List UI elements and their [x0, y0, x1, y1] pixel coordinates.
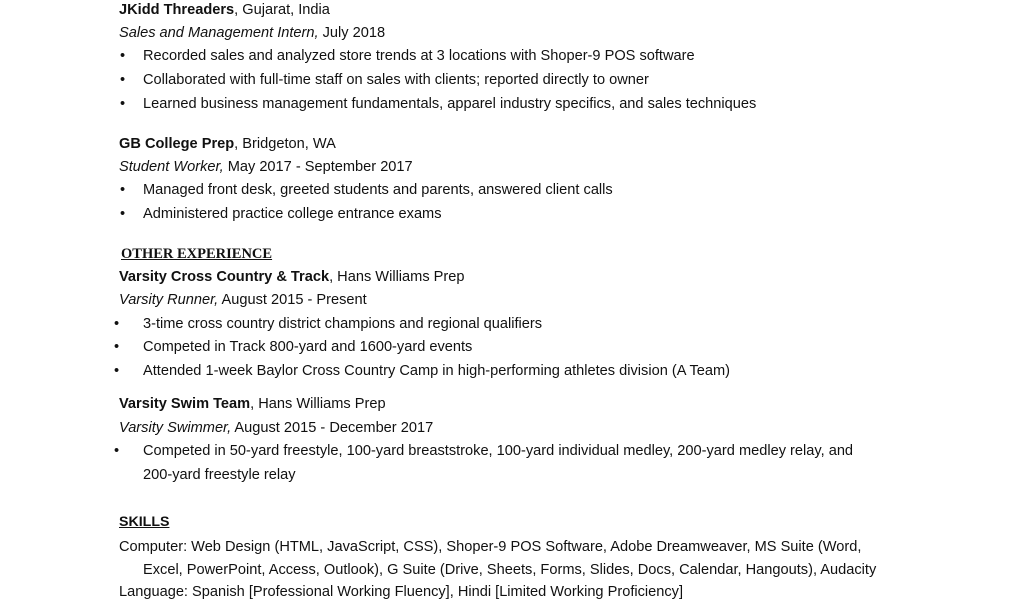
- org-name: GB College Prep: [119, 136, 235, 152]
- role-title: Varsity Swimmer,: [119, 420, 232, 436]
- bullet-icon: •: [120, 182, 126, 198]
- job-role-cross-country: [119, 290, 367, 310]
- org-location: , Bridgeton, WA: [234, 136, 336, 152]
- role-dates: August 2015 - December 2017: [231, 420, 434, 436]
- bullet-icon: •: [120, 96, 126, 112]
- list-item: Competed in 50-yard freestyle, 100-yard breaststroke, 100-yard individual medley, 200-yard medley relay, and: [143, 443, 854, 459]
- list-item: Recorded sales and analyzed store trends at 3 locations with Shoper-9 POS software: [143, 48, 695, 64]
- role-dates: July 2018: [318, 25, 386, 41]
- list-item: Competed in Track 800-yard and 1600-yard events: [143, 339, 473, 355]
- list-item: Attended 1-week Baylor Cross Country Camp in high-performing athletes division (A Team): [143, 363, 730, 379]
- list-item: Administered practice college entrance exams: [143, 206, 442, 222]
- org-name: Varsity Cross Country & Track: [119, 269, 330, 285]
- job-role-gb: [119, 157, 413, 177]
- list-item-continuation: 200-yard freestyle relay: [143, 467, 296, 483]
- bullet-icon: •: [120, 206, 126, 222]
- org-location: , Gujarat, India: [234, 2, 330, 18]
- bullet-icon: •: [114, 316, 120, 332]
- bullet-icon: •: [114, 443, 120, 459]
- list-item: Managed front desk, greeted students and parents, answered client calls: [143, 182, 613, 198]
- bullet-icon: •: [120, 72, 126, 88]
- job-header-jkidd: [119, 0, 330, 20]
- skills-computer-line: Computer: Web Design (HTML, JavaScript, CSS), Shoper-9 POS Software, Adobe Dreamweaver, MS Suite (Word,: [119, 539, 862, 555]
- job-header-gb: [119, 134, 336, 154]
- bullet-icon: •: [114, 363, 120, 379]
- skills-language-line: Language: Spanish [Professional Working Fluency], Hindi [Limited Working Proficiency]: [119, 584, 684, 600]
- skills-computer-line-continued: Excel, PowerPoint, Access, Outlook), G Suite (Drive, Sheets, Forms, Slides, Docs, Calendar, Hangouts), Audacity: [143, 562, 877, 578]
- role-title: Varsity Runner,: [119, 292, 219, 308]
- job-header-cross-country: [119, 267, 465, 287]
- org-name: JKidd Threaders: [119, 2, 235, 18]
- role-title: Student Worker,: [119, 159, 224, 175]
- list-item: Learned business management fundamentals, apparel industry specifics, and sales techniques: [143, 96, 757, 112]
- bullet-icon: •: [120, 48, 126, 64]
- org-name: Varsity Swim Team: [119, 396, 251, 412]
- role-dates: May 2017 - September 2017: [223, 159, 413, 175]
- section-title-skills: SKILLS: [119, 514, 170, 530]
- org-location: , Hans Williams Prep: [250, 396, 386, 412]
- job-role-swim: [119, 418, 433, 438]
- job-header-swim: [119, 394, 386, 414]
- list-item: Collaborated with full-time staff on sales with clients; reported directly to owner: [143, 72, 649, 88]
- role-dates: August 2015 - Present: [218, 292, 367, 308]
- list-item: 3-time cross country district champions and regional qualifiers: [143, 316, 543, 332]
- role-title: Sales and Management Intern,: [119, 25, 319, 41]
- section-title-other-experience: OTHER EXPERIENCE: [121, 246, 273, 262]
- job-role-jkidd: [119, 23, 385, 43]
- bullet-icon: •: [114, 339, 120, 355]
- org-location: , Hans Williams Prep: [329, 269, 465, 285]
